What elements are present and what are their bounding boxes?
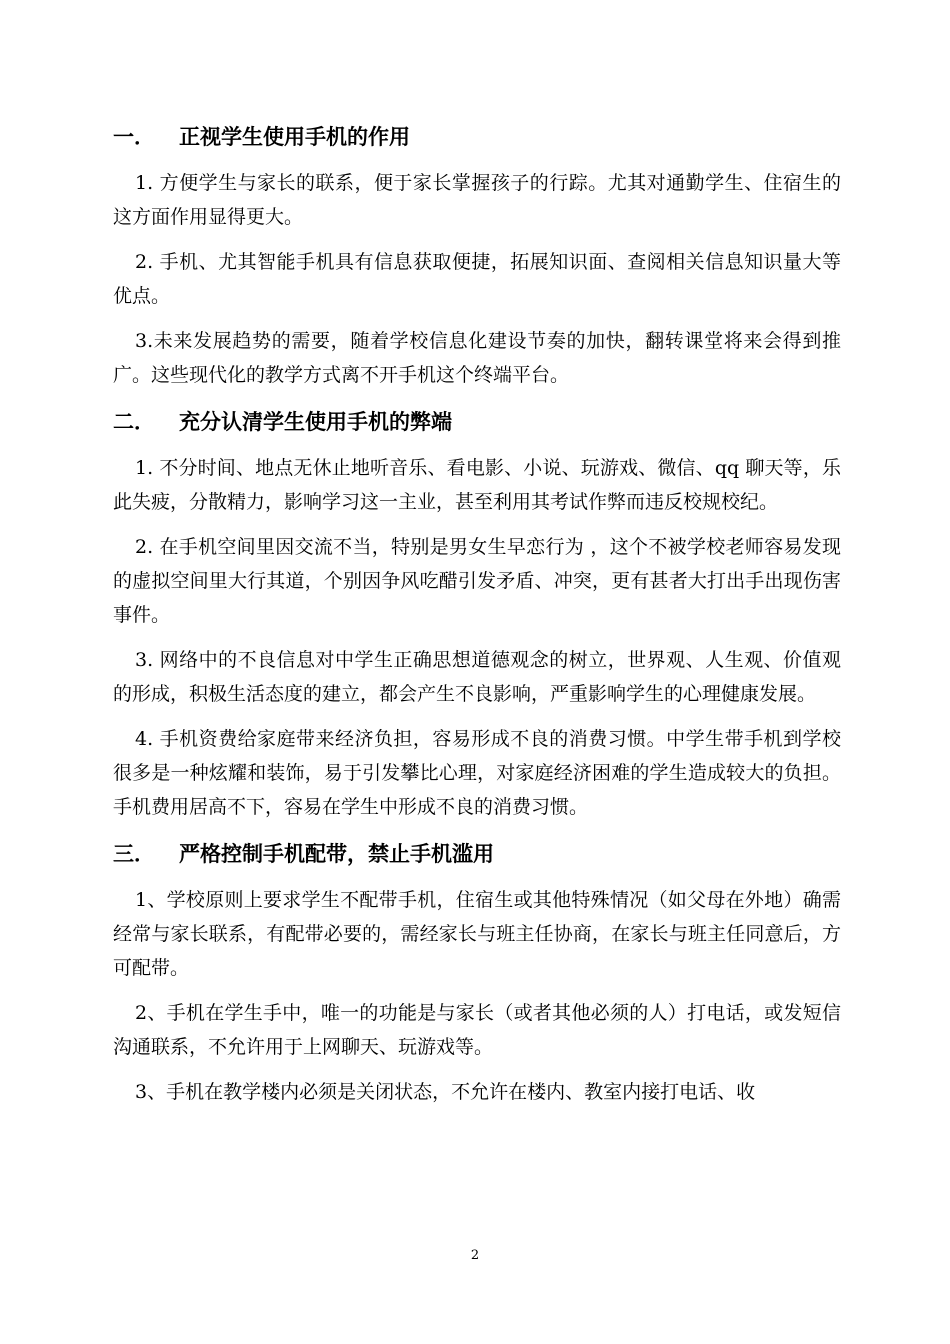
paragraph: 1、学校原则上要求学生不配带手机，住宿生或其他特殊情况（如父母在外地）确需经常与家长联系，有配带必要的，需经家长与班主任协商，在家长与班主任同意后，方可配带。	[113, 889, 841, 979]
section-number: 一．	[113, 125, 155, 149]
paragraph: 3、手机在教学楼内必须是关闭状态，不允许在楼内、教室内接打电话、收	[135, 1081, 756, 1103]
section-title: 充分认清学生使用手机的弊端	[179, 410, 452, 434]
section-heading	[113, 403, 841, 441]
paragraph: 2. 手机、尤其智能手机具有信息获取便捷，拓展知识面、查阅相关信息知识量大等优点。	[113, 251, 841, 307]
paragraph: 2、手机在学生手中，唯一的功能是与家长（或者其他必须的人）打电话，或发短信沟通联系，不允许用于上网聊天、玩游戏等。	[113, 1002, 841, 1058]
paragraph: 1. 方便学生与家长的联系，便于家长掌握孩子的行踪。尤其对通勤学生、住宿生的这方面作用显得更大。	[113, 172, 841, 228]
section-number: 三．	[113, 842, 155, 866]
section-title: 正视学生使用手机的作用	[179, 125, 410, 149]
paragraph: 3. 网络中的不良信息对中学生正确思想道德观念的树立，世界观、人生观、价值观的形成，积极生活态度的建立，都会产生不良影响，严重影响学生的心理健康发展。	[113, 649, 841, 705]
paragraph: 3.未来发展趋势的需要，随着学校信息化建设节奏的加快，翻转课堂将来会得到推广。这些现代化的教学方式离不开手机这个终端平台。	[113, 330, 841, 386]
paragraph: 1. 不分时间、地点无休止地听音乐、看电影、小说、玩游戏、微信、qq 聊天等，乐此失疲，分散精力，影响学习这一主业，甚至利用其考试作弊而违反校规校纪。	[113, 457, 841, 513]
page-number: 2	[470, 1248, 480, 1263]
document-page	[113, 118, 841, 1109]
section-number: 二．	[113, 410, 155, 434]
section-heading	[113, 118, 841, 156]
section-title: 严格控制手机配带，禁止手机滥用	[179, 842, 494, 866]
paragraph: 4. 手机资费给家庭带来经济负担，容易形成不良的消费习惯。中学生带手机到学校很多是一种炫耀和装饰，易于引发攀比心理，对家庭经济困难的学生造成较大的负担。手机费用居高不下，容易在学生中形成不良的消费习惯。	[113, 728, 841, 818]
section-heading	[113, 835, 841, 873]
paragraph: 2. 在手机空间里因交流不当，特别是男女生早恋行为 ，这个不被学校老师容易发现的虚拟空间里大行其道，个别因争风吃醋引发矛盾、冲突，更有甚者大打出手出现伤害事件。	[113, 536, 841, 626]
